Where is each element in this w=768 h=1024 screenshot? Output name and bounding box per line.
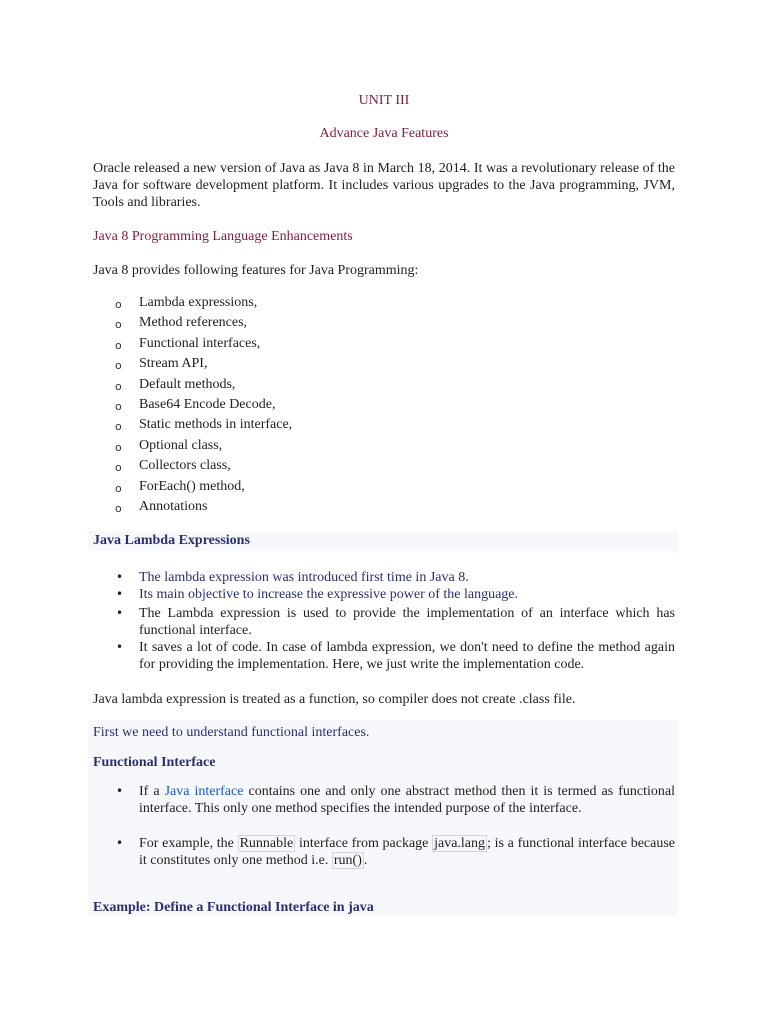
feature-label: Base64 Encode Decode, <box>139 396 276 412</box>
features-intro: Java 8 provides following features for Java Programming: <box>93 263 419 278</box>
feature-item <box>0 478 768 498</box>
feature-label: Optional class, <box>139 437 223 453</box>
lambda-point-3: The Lambda expression is used to provide the implementation of an interface which has functional interface. <box>139 606 675 638</box>
unit-title: UNIT III <box>358 93 410 108</box>
feature-item <box>0 457 768 477</box>
run-method-code: run() <box>333 853 362 868</box>
runnable-code: Runnable <box>239 836 294 851</box>
bullet-dot: • <box>116 587 124 601</box>
feature-bullet: o <box>115 481 122 495</box>
document-subtitle: Advance Java Features <box>319 126 449 141</box>
lambda-note: Java lambda expression is treated as a function, so compiler does not create .class file. <box>93 692 576 707</box>
feature-item <box>0 416 768 436</box>
feature-bullet: o <box>115 399 122 413</box>
lambda-heading: Java Lambda Expressions <box>93 533 250 548</box>
functional-lead: First we need to understand functional interfaces. <box>93 725 370 740</box>
java-interface-link[interactable]: Java interface <box>164 784 244 799</box>
lambda-point-2: Its main objective to increase the expressive power of the language. <box>139 587 519 602</box>
feature-label: Collectors class, <box>139 458 231 474</box>
lambda-point-1: The lambda expression was introduced first time in Java 8. <box>139 570 469 585</box>
feature-label: ForEach() method, <box>139 478 245 494</box>
feature-bullet: o <box>115 461 122 475</box>
intro-paragraph: Oracle released a new version of Java as Java 8 in March 18, 2014. It was a revolutionary release of the Java for software development platform. It includes various upgrades to the Java programming, JVM, Tools and libraries. <box>93 161 675 210</box>
feature-item <box>0 294 768 314</box>
feature-bullet: o <box>115 501 122 515</box>
lambda-point-4: It saves a lot of code. In case of lambda expression, we don't need to define the method again for providing the implementation. Here, we just write the implementation code. <box>139 640 675 672</box>
functional-heading: Functional Interface <box>93 755 216 770</box>
feature-item <box>0 396 768 416</box>
bullet-dot: • <box>116 570 124 584</box>
feature-label: Lambda expressions, <box>139 295 258 310</box>
example-heading: Example: Define a Functional Interface in java <box>93 900 374 915</box>
functional-point-1: If a Java interface contains one and only one abstract method then it is termed as functional interface. This only one method specifies the intended purpose of the interface. <box>139 784 675 816</box>
feature-item <box>0 335 768 355</box>
feature-label: Functional interfaces, <box>139 335 261 351</box>
features-list <box>0 294 768 518</box>
feature-label: Method references, <box>139 315 248 331</box>
bullet-dot: • <box>116 836 124 850</box>
functional-point-2: For example, the Runnable interface from package java.lang ; is a functional interface because it constitutes only one method i.e. run() . <box>139 836 675 868</box>
feature-bullet: o <box>115 359 122 373</box>
bullet-dot: • <box>116 784 124 798</box>
java-lang-code: java.lang <box>434 836 486 851</box>
feature-bullet: o <box>115 338 122 352</box>
feature-bullet: o <box>115 379 122 393</box>
feature-item <box>0 314 768 334</box>
feature-label: Stream API, <box>139 356 208 372</box>
feature-bullet: o <box>115 298 122 311</box>
feature-bullet: o <box>115 440 122 454</box>
functional-section-band <box>88 720 678 916</box>
feature-bullet: o <box>115 318 122 332</box>
bullet-dot: • <box>116 640 124 654</box>
feature-label: Annotations <box>139 498 208 514</box>
feature-bullet: o <box>115 420 122 434</box>
feature-label: Default methods, <box>139 376 236 392</box>
feature-item <box>0 355 768 375</box>
feature-item <box>0 437 768 457</box>
feature-item <box>0 498 768 518</box>
feature-item <box>0 376 768 396</box>
bullet-dot: • <box>116 606 124 620</box>
feature-label: Static methods in interface, <box>139 417 293 433</box>
enhancements-heading: Java 8 Programming Language Enhancements <box>93 229 353 244</box>
